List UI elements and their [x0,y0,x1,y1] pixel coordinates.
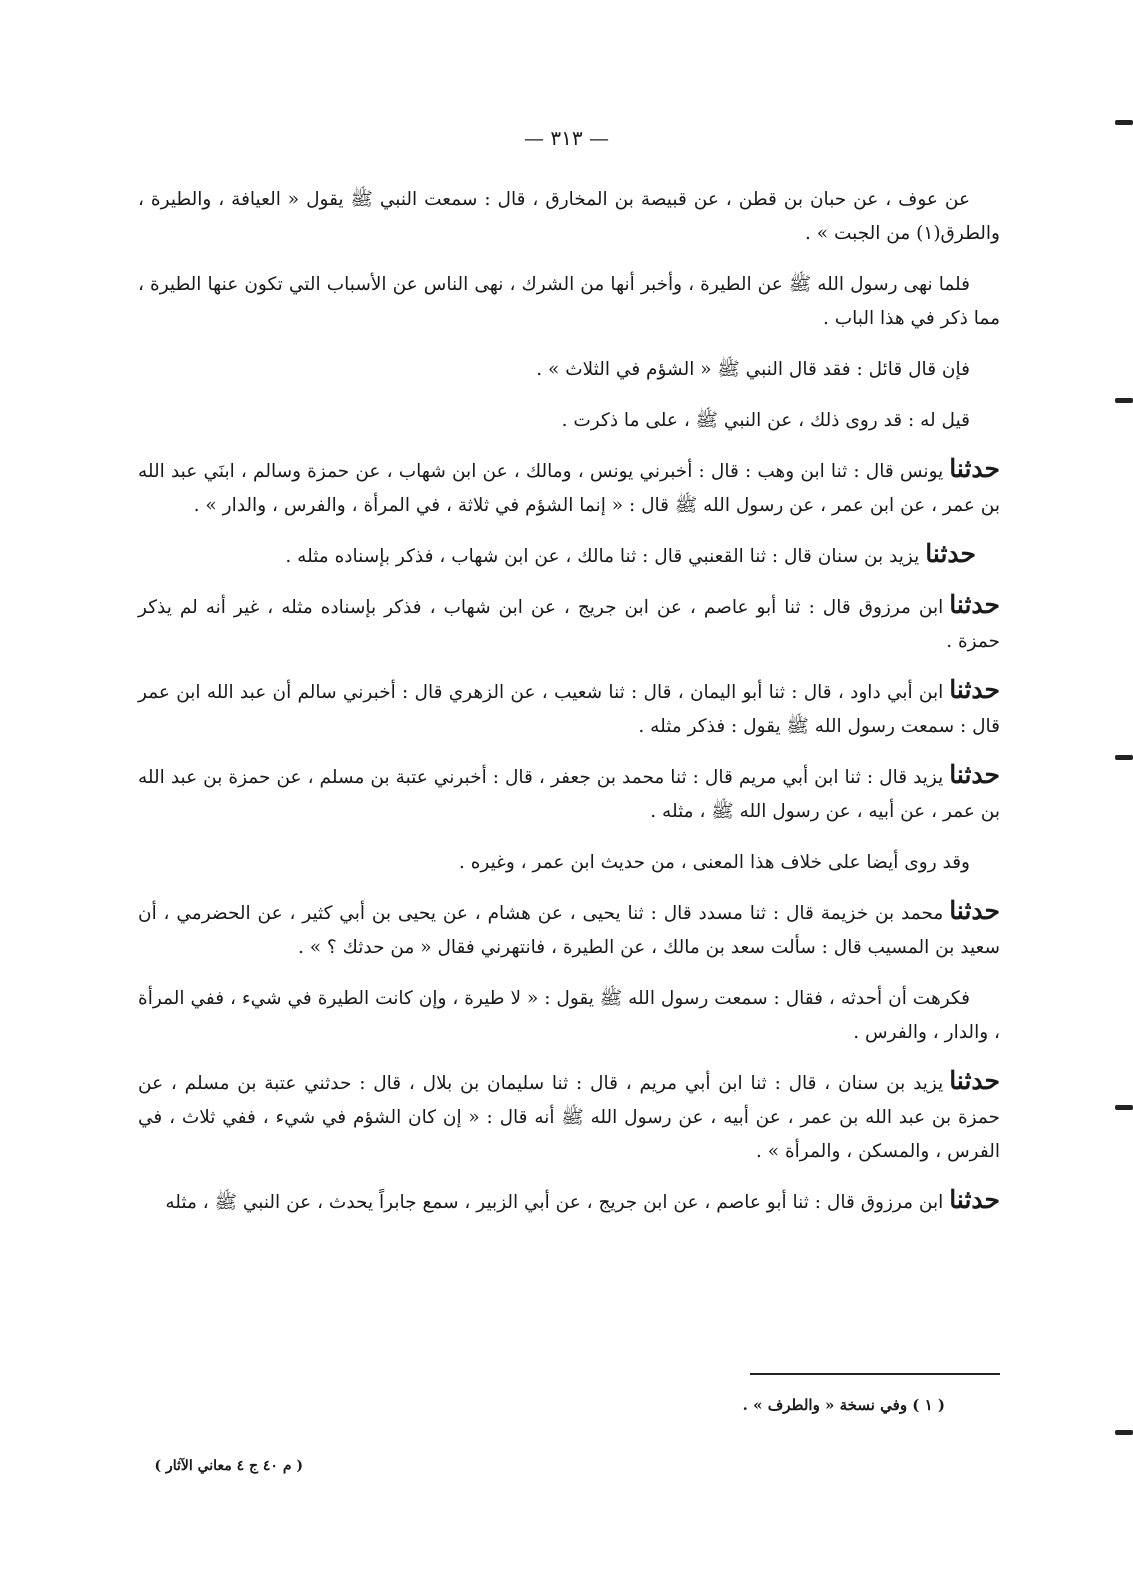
paragraph-text: فلما نهى رسول الله ﷺ عن الطيرة ، وأخبر أنها من الشرك ، نهى الناس عن الأسباب التي تكون عنها الطيرة ، مما ذكر في هذا الباب . [138,274,1000,329]
scan-edge-mark [1115,1430,1133,1435]
paragraph [138,673,1000,744]
paragraph-text: محمد بن خزيمة قال : ثنا مسدد قال : ثنا يحيى ، عن هشام ، عن يحيى بن أبي كثير ، عن الحضرمي ، أن سعيد بن المسيب قال : سألت سعد بن مالك ، عن الطيرة ، فانتهرني فقال « من حدثك ؟ » . [138,903,1000,958]
scan-edge-mark [1115,398,1133,403]
hadith-lead: حدثنا [949,760,1000,789]
paragraph-text: فكرهت أن أحدثه ، فقال : سمعت رسول الله ﷺ يقول : « لا طيرة ، وإن كانت الطيرة في شيء ، ففي المرأة ، والدار ، والفرس . [138,988,1000,1043]
paragraph [138,1064,1000,1169]
paragraph-text: عن عوف ، عن حبان بن قطن ، عن قبيصة بن المخارق ، قال : سمعت النبي ﷺ يقول « العيافة ، والطيرة ، والطرق(١) من الجبت » . [138,189,1000,244]
scan-edge-mark [1115,1105,1133,1110]
paragraph [138,537,1000,574]
main-text [138,180,1000,1234]
paragraph [138,265,1000,336]
paragraph-text: ابن مرزوق قال : ثنا أبو عاصم ، عن ابن جريج ، عن أبي الزبير ، سمع جابراً يحدث ، عن النبي ﷺ ، مثله [165,1192,944,1213]
hadith-lead: حدثنا [949,454,1000,483]
paragraph-text: ابن مرزوق قال : ثنا أبو عاصم ، عن ابن جريج ، عن ابن شهاب ، فذكر بإسناده مثله ، غير أنه لم يذكر حمزة . [138,597,1000,652]
paragraph-text: يونس قال : ثنا ابن وهب : قال : أخبرني يونس ، ومالك ، عن ابن شهاب ، عن حمزة وسالم ، ابنَي عبد الله بن عمر ، عن ابن عمر ، عن رسول الله ﷺ قال : « إنما الشؤم في ثلاثة ، في المرأة ، والفرس ، والدار » . [138,461,1000,516]
paragraph-text: يزيد بن سنان قال : ثنا القعنبي قال : ثنا مالك ، عن ابن شهاب ، فذكر بإسناده مثله . [285,546,920,567]
paragraph-text: ابن أبي داود ، قال : ثنا أبو اليمان ، قال : ثنا شعيب ، عن الزهري قال : أخبرني سالم أن عبد الله ابن عمر قال : سمعت رسول الله ﷺ يقول : فذكر مثله . [138,682,1000,737]
hadith-lead: حدثنا [949,675,1000,704]
paragraph [138,350,1000,387]
paragraph-text: يزيد قال : ثنا ابن أبي مريم قال : ثنا محمد بن جعفر ، قال : أخبرني عتبة بن مسلم ، عن حمزة بن عبد الله بن عمر ، عن أبيه ، عن رسول الله ﷺ ، مثله . [138,767,1000,822]
paragraph [138,758,1000,829]
paragraph [138,1183,1000,1220]
footnote: ( ١ ) وفي نسخة « والطرف » . [742,1396,945,1414]
paragraph [138,894,1000,965]
hadith-lead: حدثنا [949,896,1000,925]
paragraph [138,452,1000,523]
paragraph [138,401,1000,438]
paragraph [138,979,1000,1050]
paragraph-text: قيل له : قد روى ذلك ، عن النبي ﷺ ، على ما ذكرت . [561,410,970,431]
scan-edge-mark [1115,755,1133,760]
scan-edge-mark [1115,120,1133,125]
paragraph [138,588,1000,659]
footnote-divider [750,1373,1000,1375]
hadith-lead: حدثنا [949,590,1000,619]
page-number: — ٣١٣ — [524,126,609,150]
paragraph-text: فإن قال قائل : فقد قال النبي ﷺ « الشؤم في الثلاث » . [536,359,970,380]
hadith-lead: حدثنا [949,1185,1000,1214]
paragraph [138,180,1000,251]
paragraph-text: يزيد بن سنان ، قال : ثنا ابن أبي مريم ، قال : ثنا سليمان بن بلال ، قال : حدثني عتبة بن مسلم ، عن حمزة بن عبد الله بن عمر ، عن أبيه ، عن رسول الله ﷺ أنه قال : « إن كان الشؤم في شيء ، ففي ثلاث ، في الفرس ، والمسكن ، والمرأة » . [138,1073,1000,1162]
hadith-lead: حدثنا [925,539,976,568]
paragraph [138,843,1000,880]
signature-mark: ( م ٤٠ ج ٤ معاني الآثار ) [154,1458,303,1474]
paragraph-text: وقد روى أيضا على خلاف هذا المعنى ، من حديث ابن عمر ، وغيره . [458,852,970,873]
hadith-lead: حدثنا [949,1066,1000,1095]
